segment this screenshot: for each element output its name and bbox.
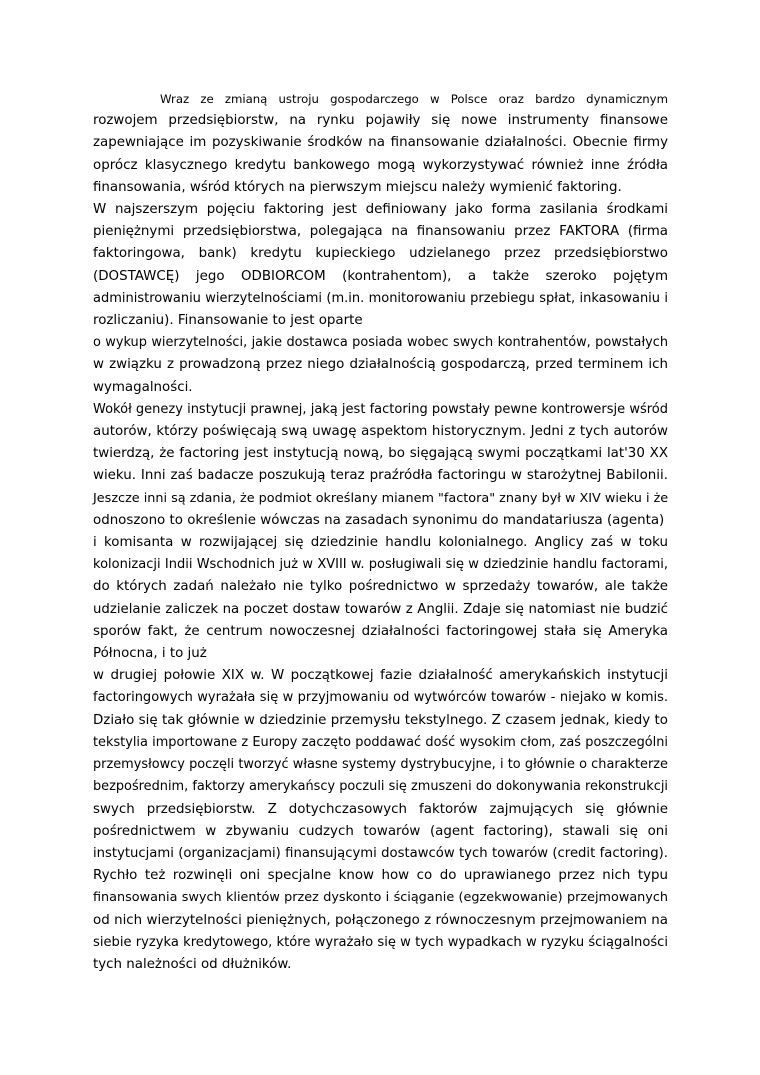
text-line: factoringowych wyrażała się w przyjmowaniu od wytwórców towarów - niejako w komis. xyxy=(93,690,668,706)
text-line: siebie ryzyka kredytowego, które wyrażało się w tych wypadkach w ryzyku ściągalności xyxy=(93,934,668,950)
text-line: autorów, którzy poświęcają swą uwagę aspektom historycznym. Jedni z tych autorów xyxy=(93,424,668,440)
text-line: administrowaniu wierzytelnościami (m.in. monitorowaniu przebiegu spłat, inkasowaniu i xyxy=(93,290,668,306)
text-line: wieku. Inni zaś badacze poszukują teraz praźródła factoringu w starożytnej Babilonii. xyxy=(93,468,668,484)
text-line: Jeszcze inni są zdania, że podmiot określany mianem "factora" znany był w XIV wieku i że xyxy=(93,490,669,506)
text-line: i komisanta w rozwijającej się dziedzinie handlu kolonialnego. Anglicy zaś w toku xyxy=(93,535,668,551)
text-line: udzielanie zaliczek na poczet dostaw towarów z Anglii. Zdaje się natomiast nie budzić xyxy=(93,601,668,617)
text-line: W najszerszym pojęciu faktoring jest definiowany jako forma zasilania środkami xyxy=(93,202,668,218)
text-line: swych przedsiębiorstw. Z dotychczasowych faktorów zajmujących się głównie xyxy=(93,801,668,817)
text-line: w związku z prowadzoną przez niego działalnością gospodarczą, przed terminem ich xyxy=(93,357,668,373)
text-line: Rychło też rozwinęli oni specjalne know how co do uprawianego przez nich typu xyxy=(93,868,668,884)
text-line: faktoringowa, bank) kredytu kupieckiego udzielanego przez przedsiębiorstwo xyxy=(93,246,668,262)
text-line: do których zadań należało nie tylko pośrednictwo w sprzedaży towarów, ale także xyxy=(93,579,668,595)
text-line: twierdzą, że factoring jest instytucją nową, bo sięgającą swymi początkami lat'30 XX xyxy=(93,446,668,462)
text-line: o wykup wierzytelności, jakie dostawca posiada wobec swych kontrahentów, powstałych xyxy=(93,335,668,351)
text-line: tych należności od dłużników. xyxy=(93,956,292,972)
text-line: oprócz klasycznego kredytu bankowego mogą wykorzystywać również inne źródła xyxy=(93,157,668,173)
text-line: kolonizacji Indii Wschodnich już w XVIII w. posługiwali się w dziedzinie handlu factorami, xyxy=(93,557,668,573)
text-line: (DOSTAWCĘ) jego ODBIORCOM (kontrahentom), a także szeroko pojętym xyxy=(93,268,668,284)
text-line: finansowania swych klientów przez dyskonto i ściąganie (egzekwowanie) przejmowanych xyxy=(93,890,668,906)
text-line: zapewniające im pozyskiwanie środków na finansowanie działalności. Obecnie firmy xyxy=(93,135,668,151)
text-line: w drugiej połowie XIX w. W początkowej fazie działalność amerykańskich instytucji xyxy=(93,668,668,684)
text-line: odnoszono to określenie wówczas na zasadach synonimu do mandatariusza (agenta) xyxy=(93,512,665,528)
text-line: bezpośrednim, faktorzy amerykańscy poczuli się zmuszeni do dokonywania rekonstrukcji xyxy=(93,779,668,795)
text-line: Działo się tak głównie w dziedzinie przemysłu tekstylnego. Z czasem jednak, kiedy to xyxy=(93,712,668,728)
text-line: Wraz ze zmianą ustroju gospodarczego w Polsce oraz bardzo dynamicznym xyxy=(160,92,668,106)
text-line: wymagalności. xyxy=(93,379,193,395)
text-line: tekstylia importowane z Europy zaczęto poddawać dość wysokim cłom, zaś poszczególni xyxy=(93,734,668,750)
text-line: Północna, i to już xyxy=(93,646,207,662)
text-line: pieniężnymi przedsiębiorstwa, polegająca na finansowaniu przez FAKTORA (firma xyxy=(93,224,668,240)
text-line: pośrednictwem w zbywaniu cudzych towarów (agent factoring), stawali się oni xyxy=(93,823,668,839)
text-line: sporów fakt, że centrum nowoczesnej działalności factoringowej stała się Ameryka xyxy=(93,623,668,639)
text-line: Wokół genezy instytucji prawnej, jaką jest factoring powstały pewne kontrowersje wśród xyxy=(93,401,668,417)
text-line: instytucjami (organizacjami) finansującymi dostawców tych towarów (credit factoring). xyxy=(93,845,668,861)
text-line: rozliczaniu). Finansowanie to jest oparte xyxy=(93,313,363,329)
text-line: finansowania, wśród których na pierwszym miejscu należy wymienić faktoring. xyxy=(93,179,622,195)
text-line: rozwojem przedsiębiorstw, na rynku pojawiły się nowe instrumenty finansowe xyxy=(93,113,668,129)
document-body xyxy=(93,88,668,976)
text-line: przemysłowcy poczęli tworzyć własne systemy dystrybucyjne, i to głównie o charakterze xyxy=(93,757,668,773)
text-line: od nich wierzytelności pieniężnych, połączonego z równoczesnym przejmowaniem na xyxy=(93,912,668,928)
